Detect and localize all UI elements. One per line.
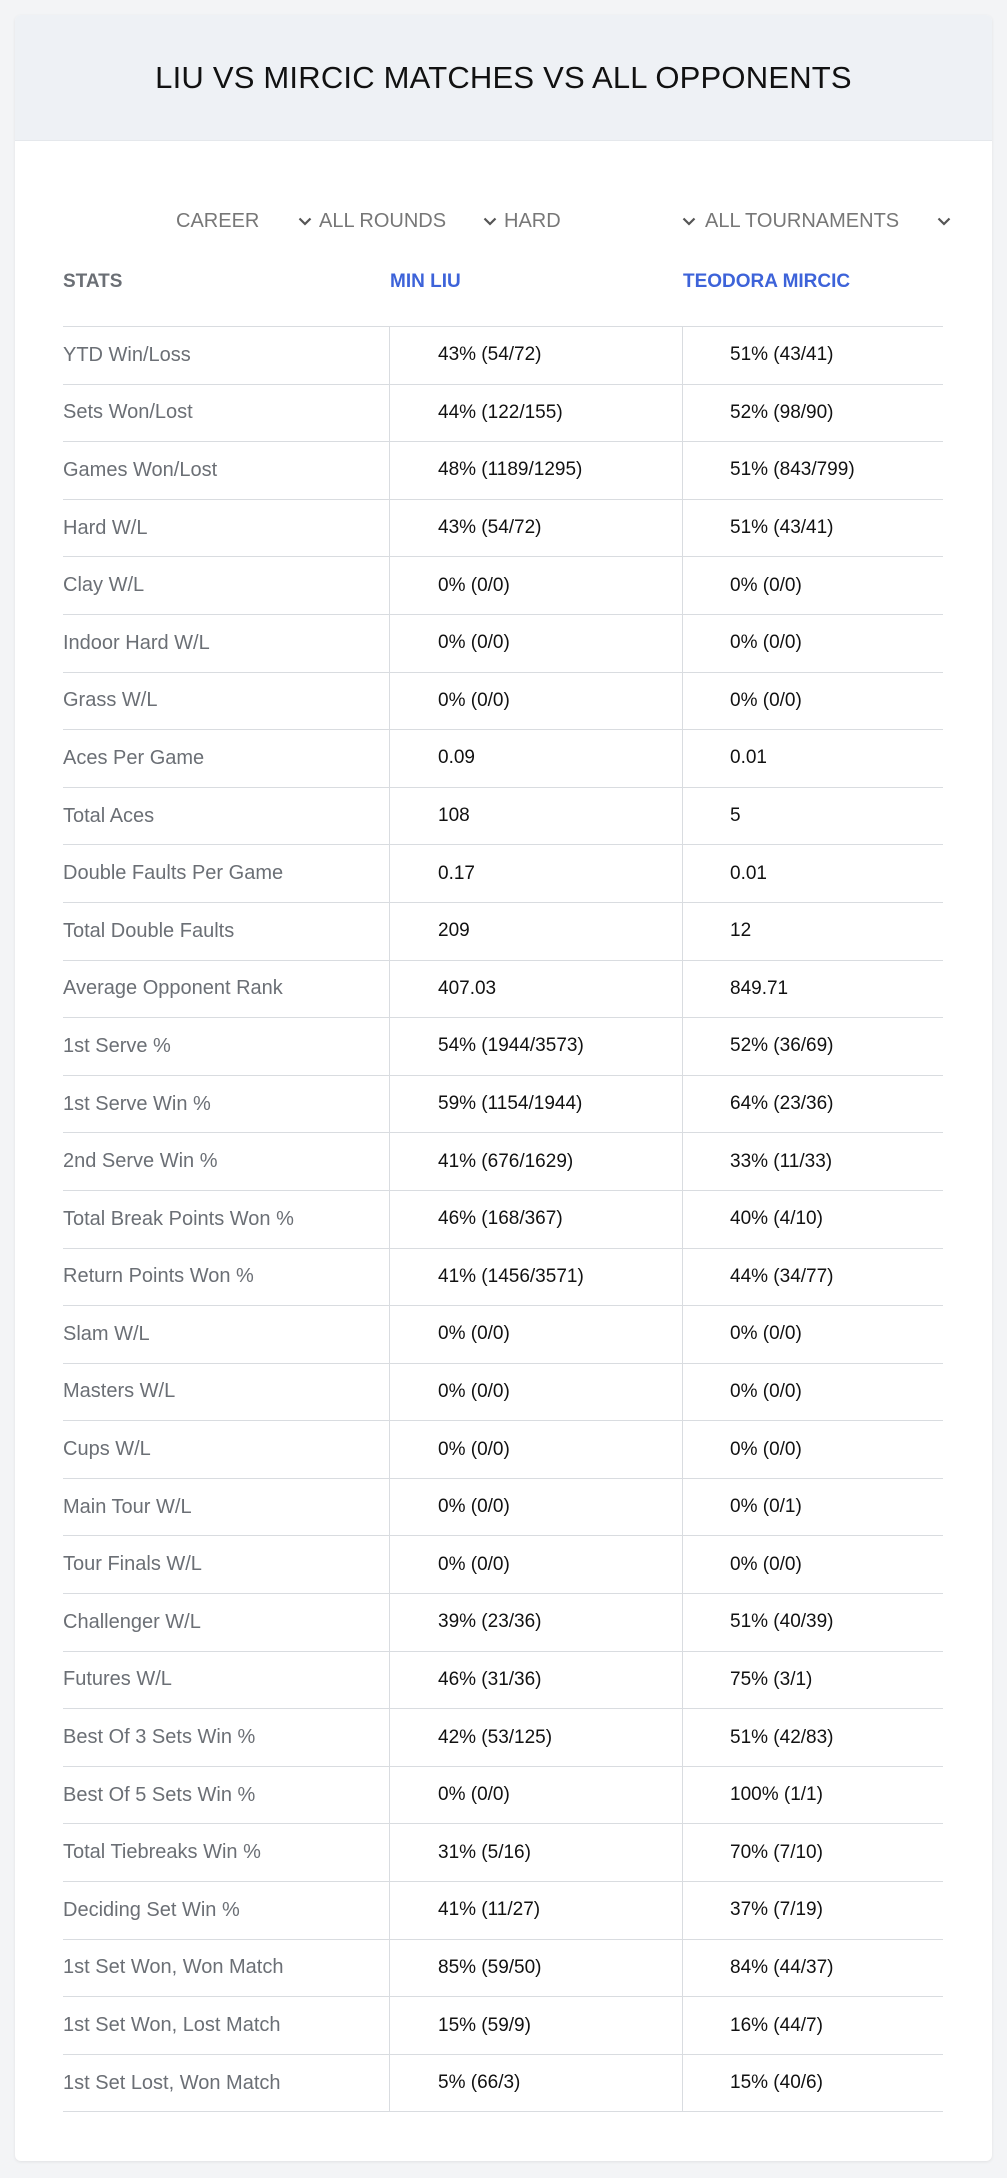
table-row: [63, 903, 943, 961]
stat-label: Challenger W/L: [63, 1610, 201, 1633]
player2-stat-value: 0.01: [682, 845, 943, 902]
table-row: [63, 500, 943, 558]
player2-stat-value: 51% (40/39): [682, 1594, 943, 1651]
player1-stat-value: 46% (31/36): [389, 1652, 682, 1709]
table-header: [63, 255, 943, 327]
player2-stat-value: 52% (36/69): [682, 1018, 943, 1075]
stat-label: Clay W/L: [63, 574, 145, 597]
player1-stat-value: 43% (54/72): [389, 500, 682, 557]
player2-stat-value: 44% (34/77): [682, 1249, 943, 1306]
player2-stat-value: 849.71: [682, 961, 943, 1018]
filter-bar: [15, 185, 992, 255]
table-row: [63, 961, 943, 1019]
player2-stat-value: 40% (4/10): [682, 1191, 943, 1248]
player2-stat-value: 5: [682, 788, 943, 845]
stat-label: 1st Set Lost, Won Match: [63, 2071, 281, 2094]
player1-stat-value: 0.17: [389, 845, 682, 902]
table-row: [63, 1479, 943, 1537]
surface-filter-select[interactable]: [504, 201, 700, 241]
page-title: LIU VS MIRCIC MATCHES VS ALL OPPONENTS: [155, 59, 852, 95]
chevron-down-icon: [678, 210, 700, 232]
stat-label: Cups W/L: [63, 1438, 151, 1461]
stat-label: Total Tiebreaks Win %: [63, 1841, 261, 1864]
table-row: [63, 730, 943, 788]
table-row: [63, 1364, 943, 1422]
player2-stat-value: 0% (0/0): [682, 1536, 943, 1593]
player2-stat-value: 12: [682, 903, 943, 960]
player2-stat-value: 100% (1/1): [682, 1767, 943, 1824]
player1-stat-value: 0% (0/0): [389, 1536, 682, 1593]
stat-label: Aces Per Game: [63, 746, 205, 769]
player1-stat-value: 108: [389, 788, 682, 845]
player1-stat-value: 0.09: [389, 730, 682, 787]
stat-label: Slam W/L: [63, 1322, 150, 1345]
player1-stat-value: 0% (0/0): [389, 1479, 682, 1536]
stats-table-body: [63, 327, 943, 2112]
stat-label: Double Faults Per Game: [63, 862, 284, 885]
stat-label: Futures W/L: [63, 1668, 172, 1691]
stat-label: 2nd Serve Win %: [63, 1150, 218, 1173]
table-row: [63, 1594, 943, 1652]
table-row: [63, 1536, 943, 1594]
player1-stat-value: 407.03: [389, 961, 682, 1018]
player1-stat-value: 41% (676/1629): [389, 1133, 682, 1190]
table-row: [63, 1421, 943, 1479]
player1-stat-value: 0% (0/0): [389, 1421, 682, 1478]
player1-stat-value: 43% (54/72): [389, 327, 682, 384]
player2-stat-value: 0% (0/0): [682, 1364, 943, 1421]
player1-stat-value: 0% (0/0): [389, 1767, 682, 1824]
stat-label: 1st Serve %: [63, 1034, 171, 1057]
stats-card: [15, 15, 992, 2161]
player2-stat-value: 51% (43/41): [682, 500, 943, 557]
tournaments-filter-select[interactable]: [705, 201, 955, 241]
player1-stat-value: 31% (5/16): [389, 1824, 682, 1881]
career-filter-select[interactable]: [176, 201, 316, 241]
stat-label: Grass W/L: [63, 689, 158, 712]
table-row: [63, 557, 943, 615]
surface-filter-value: HARD: [504, 209, 561, 232]
stat-label: Best Of 5 Sets Win %: [63, 1783, 256, 1806]
table-row: [63, 673, 943, 731]
table-row: [63, 1191, 943, 1249]
player2-stat-value: 0% (0/0): [682, 1306, 943, 1363]
tournaments-filter-value: ALL TOURNAMENTS: [705, 209, 900, 232]
table-row: [63, 1882, 943, 1940]
player2-stat-value: 64% (23/36): [682, 1076, 943, 1133]
table-row: [63, 1652, 943, 1710]
stat-label: Sets Won/Lost: [63, 401, 193, 424]
stats-column-header: STATS: [63, 271, 123, 292]
table-row: [63, 1133, 943, 1191]
player1-stat-value: 44% (122/155): [389, 385, 682, 442]
table-row: [63, 845, 943, 903]
stat-label: Best Of 3 Sets Win %: [63, 1726, 256, 1749]
stat-label: Tour Finals W/L: [63, 1553, 202, 1576]
player2-stat-value: 0% (0/0): [682, 673, 943, 730]
page-header: [15, 15, 992, 141]
player2-stat-value: 0% (0/0): [682, 615, 943, 672]
player2-stat-value: 75% (3/1): [682, 1652, 943, 1709]
player2-stat-value: 51% (42/83): [682, 1709, 943, 1766]
stat-label: Total Aces: [63, 804, 155, 827]
stat-label: Hard W/L: [63, 516, 148, 539]
stat-label: Average Opponent Rank: [63, 977, 283, 1000]
player1-stat-value: 0% (0/0): [389, 673, 682, 730]
stat-label: Deciding Set Win %: [63, 1898, 240, 1921]
chevron-down-icon: [479, 210, 501, 232]
player2-stat-value: 0% (0/0): [682, 557, 943, 614]
player1-stat-value: 41% (11/27): [389, 1882, 682, 1939]
table-row: [63, 1249, 943, 1307]
player1-stat-value: 0% (0/0): [389, 1364, 682, 1421]
player2-stat-value: 84% (44/37): [682, 1940, 943, 1997]
rounds-filter-value: ALL ROUNDS: [319, 209, 447, 232]
stat-label: Games Won/Lost: [63, 458, 218, 481]
chevron-down-icon: [933, 210, 955, 232]
table-row: [63, 615, 943, 673]
player2-stat-value: 15% (40/6): [682, 2055, 943, 2112]
chevron-down-icon: [294, 210, 316, 232]
rounds-filter-select[interactable]: [319, 201, 501, 241]
table-row: [63, 442, 943, 500]
table-row: [63, 1940, 943, 1998]
table-row: [63, 327, 943, 385]
player1-stat-value: 0% (0/0): [389, 1306, 682, 1363]
player1-stat-value: 85% (59/50): [389, 1940, 682, 1997]
stat-label: Indoor Hard W/L: [63, 631, 210, 654]
player2-stat-value: 0% (0/1): [682, 1479, 943, 1536]
table-row: [63, 788, 943, 846]
player1-stat-value: 5% (66/3): [389, 2055, 682, 2112]
player1-stat-value: 54% (1944/3573): [389, 1018, 682, 1075]
player1-stat-value: 209: [389, 903, 682, 960]
player2-stat-value: 0.01: [682, 730, 943, 787]
stat-label: 1st Set Won, Won Match: [63, 1956, 284, 1979]
table-row: [63, 1767, 943, 1825]
table-row: [63, 1018, 943, 1076]
player1-stat-value: 0% (0/0): [389, 615, 682, 672]
career-filter-value: CAREER: [176, 209, 260, 232]
player2-stat-value: 52% (98/90): [682, 385, 943, 442]
player2-stat-value: 0% (0/0): [682, 1421, 943, 1478]
player1-stat-value: 15% (59/9): [389, 1997, 682, 2054]
player2-stat-value: 51% (843/799): [682, 442, 943, 499]
table-row: [63, 2055, 943, 2113]
player1-stat-value: 48% (1189/1295): [389, 442, 682, 499]
stat-label: Main Tour W/L: [63, 1495, 192, 1518]
stat-label: Total Break Points Won %: [63, 1207, 294, 1230]
player2-stat-value: 70% (7/10): [682, 1824, 943, 1881]
player1-name-link[interactable]: MIN LIU: [390, 271, 461, 292]
player2-stat-value: 51% (43/41): [682, 327, 943, 384]
player2-stat-value: 16% (44/7): [682, 1997, 943, 2054]
player2-name-link[interactable]: TEODORA MIRCIC: [683, 271, 851, 292]
player2-stat-value: 33% (11/33): [682, 1133, 943, 1190]
stat-label: YTD Win/Loss: [63, 343, 191, 366]
stat-label: 1st Set Won, Lost Match: [63, 2014, 281, 2037]
table-row: [63, 1709, 943, 1767]
stat-label: Return Points Won %: [63, 1265, 254, 1288]
player1-stat-value: 46% (168/367): [389, 1191, 682, 1248]
table-row: [63, 1076, 943, 1134]
table-row: [63, 385, 943, 443]
stat-label: Masters W/L: [63, 1380, 176, 1403]
player1-stat-value: 39% (23/36): [389, 1594, 682, 1651]
player1-stat-value: 41% (1456/3571): [389, 1249, 682, 1306]
player1-stat-value: 42% (53/125): [389, 1709, 682, 1766]
table-row: [63, 1306, 943, 1364]
stat-label: Total Double Faults: [63, 919, 235, 942]
table-row: [63, 1997, 943, 2055]
player2-stat-value: 37% (7/19): [682, 1882, 943, 1939]
player1-stat-value: 59% (1154/1944): [389, 1076, 682, 1133]
stat-label: 1st Serve Win %: [63, 1092, 211, 1115]
player1-stat-value: 0% (0/0): [389, 557, 682, 614]
table-row: [63, 1824, 943, 1882]
